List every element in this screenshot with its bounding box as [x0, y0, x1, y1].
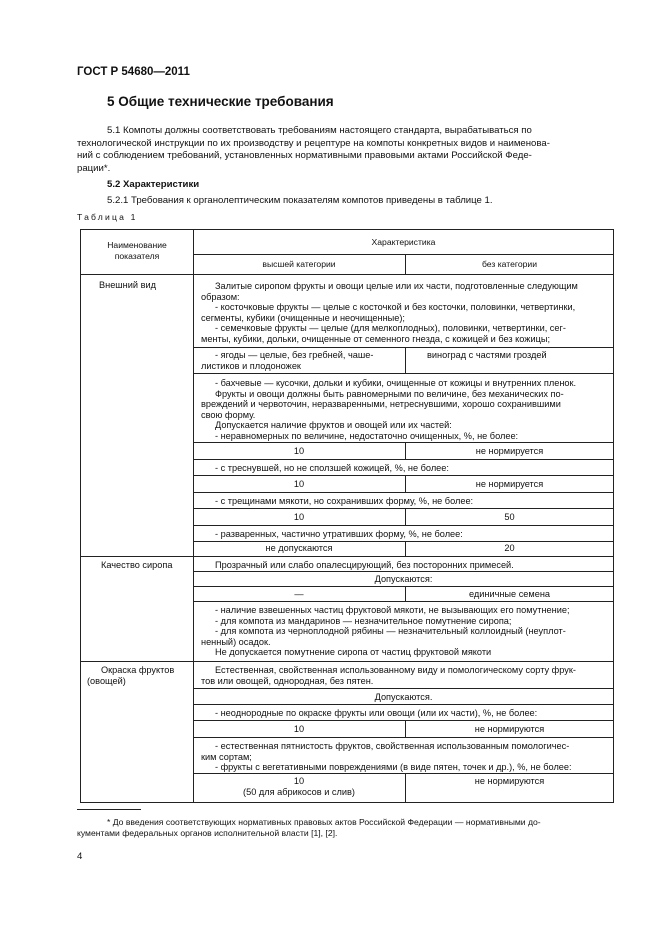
- uneven-top: 10: [293, 446, 305, 456]
- torn-pulp-text: - с трещинами мякоти, но сохранивших форму, %, не более:: [215, 496, 474, 506]
- uneven-none: не нормируется: [475, 446, 544, 456]
- paragraph-5-2-1: 5.2.1 Требования к органолептическим показателям компотов приведены в таблице 1.: [107, 195, 493, 206]
- color-allowed: Допускаются.: [374, 692, 433, 702]
- table-1: [80, 229, 614, 803]
- cracked-skin-text: - с треснувшей, но не сползшей кожицей, %, не более:: [215, 463, 449, 473]
- row-name-syrup: Качество сиропа: [101, 560, 173, 570]
- boiled-none: 20: [504, 543, 515, 553]
- p51-line-4: рации*.: [77, 162, 111, 174]
- header-name: Наименование показателя: [107, 240, 167, 262]
- appearance-text-2: - бахчевые — кусочки, дольки и кубики, очищенные от кожицы и внутренних пленок. Фрукты и овощи должны быть равномерными по величине, без механических по- вреждений и червоточин, неразваренными, нетреснувшими, хорошо сохранившими свою форму. Допускается наличие фруктов и овощей или их частей: - неравномерных по величине, недостаточно очищенных, %, не более:: [201, 378, 577, 441]
- boiled-top: не допускаются: [265, 543, 333, 553]
- document-code: ГОСТ Р 54680—2011: [77, 66, 190, 78]
- syrup-text-1: Прозрачный или слабо опалесцирующий, без посторонних примесей.: [215, 560, 514, 570]
- p51-line-1: 5.1 Компоты должны соответствовать требованиям настоящего стандарта, вырабатываться по: [107, 125, 532, 136]
- p51-line-2: технологической инструкции по их производству и рецептуре на компоты конкретных видов и наименова-: [77, 137, 550, 149]
- footnote: * До введения соответствующих нормативных правовых актов Российской Федерации — нормативными до- кументами федеральных органов исполнительной власти [1], [2].: [77, 817, 541, 839]
- color-nonuniform-top: 10: [293, 724, 305, 734]
- header-top-category: высшей категории: [262, 259, 336, 269]
- cracked-top: 10: [293, 479, 305, 489]
- paragraph-5-1: [77, 125, 612, 175]
- color-text-1: Естественная, свойственная использованному виду и помологическому сорту фрук- тов или овощей, однородная, без пятен.: [201, 665, 576, 686]
- syrup-top: —: [294, 589, 304, 599]
- berries-top-category: - ягоды — целые, без гребней, чаше- листиков и плодоножек: [201, 350, 374, 371]
- color-damage-none: не нормируются: [474, 776, 545, 786]
- color-nonuniform-text: - неоднородные по окраске фрукты или овощи (или их части), %, не более:: [215, 708, 538, 718]
- table-caption: Таблица 1: [77, 212, 138, 222]
- subsection-title: 5.2 Характеристики: [107, 179, 200, 190]
- boiled-text: - разваренных, частично утративших форму, %, не более:: [215, 529, 463, 539]
- section-title: 5 Общие технические требования: [107, 94, 334, 109]
- torn-none: 50: [504, 512, 515, 522]
- row-name-appearance: Внешний вид: [99, 280, 156, 290]
- header-characteristic: Характеристика: [371, 237, 436, 247]
- color-nonuniform-none: не нормируются: [474, 724, 545, 734]
- syrup-text-2: - наличие взвешенных частиц фруктовой мякоти, не вызывающих его помутнение; - для компота из мандаринов — незначительное помутнение сиропа; - для компота из черноплодной рябины — незначительный коллоидный (неуплот- ненный) осадок. Не допускается помутнение сиропа от частиц фруктовой мякоти: [201, 605, 570, 658]
- row-name-color: Окраска фруктов (овощей): [87, 665, 175, 686]
- torn-top: 10: [293, 512, 305, 522]
- footnote-separator: [77, 809, 141, 810]
- berries-no-category: виноград с частями гроздей: [427, 350, 547, 360]
- page-number: 4: [77, 851, 83, 862]
- syrup-none: единичные семена: [468, 589, 551, 599]
- p51-line-3: ний с соблюдением требований, установленных нормативными правовыми актами Российской Феде-: [77, 150, 532, 162]
- cracked-none: не нормируется: [475, 479, 544, 489]
- header-no-category: без категории: [481, 259, 537, 269]
- syrup-allowed: Допускаются:: [374, 574, 433, 584]
- color-damage-top: 10 (50 для абрикосов и слив): [243, 776, 355, 797]
- appearance-text-1: Залитые сиропом фрукты и овощи целые или их части, подготовленные следующим образом: - косточковые фрукты — целые с косточкой и без косточки, половинки, четвертинки, сегменты, кубики (очищенные и неочищенные); - семечковые фрукты — целые (для мелкоплодных), половинки, четвертинки, сег- менты, кубики, дольки, очищенные от семенного гнезда, с кожицей и без кожицы;: [201, 281, 578, 344]
- color-text-2: - естественная пятнистость фруктов, свойственная использованным помологичес- ким сортам; - фрукты с вегетативными повреждениями (в виде пятен, точек и др.), %, не более:: [201, 741, 572, 773]
